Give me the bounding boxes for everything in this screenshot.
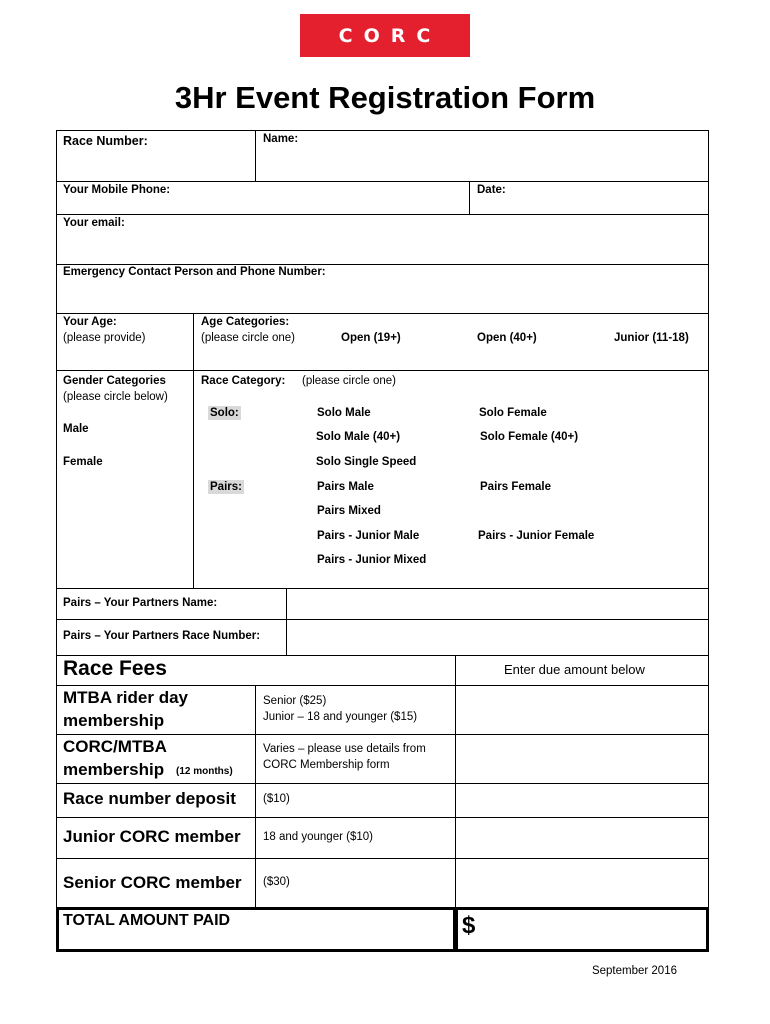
currency-symbol: $ — [462, 912, 476, 939]
fee-row-note: 18 and younger ($10) — [263, 831, 373, 843]
partner-number-input[interactable] — [286, 619, 709, 656]
fee-row-name: Junior CORC member — [63, 827, 241, 846]
fees-heading: Race Fees — [63, 657, 167, 680]
pairs-option-junior-mixed[interactable]: Pairs - Junior Mixed — [317, 554, 427, 566]
pairs-option-junior-male[interactable]: Pairs - Junior Male — [317, 530, 420, 542]
email-field[interactable] — [56, 214, 709, 265]
race-category-box — [193, 370, 709, 589]
total-amount-input[interactable] — [455, 907, 709, 952]
fee-row-note: Senior ($25) — [263, 695, 327, 707]
name-label: Name: — [263, 133, 299, 145]
solo-option-single-speed[interactable]: Solo Single Speed — [316, 456, 417, 468]
gender-sublabel: (please circle below) — [63, 391, 168, 403]
solo-option-female-40[interactable]: Solo Female (40+) — [480, 431, 579, 443]
partner-name-input[interactable] — [286, 588, 709, 620]
solo-option-female[interactable]: Solo Female — [479, 407, 547, 419]
fee-row-name: MTBA rider day — [63, 688, 189, 707]
date-label: Date: — [477, 184, 506, 196]
fee-amount-input[interactable] — [455, 817, 709, 859]
corc-logo: CORC — [300, 14, 470, 57]
fee-row-note: Junior – 18 and younger ($15) — [263, 711, 418, 723]
fee-row-note-cell — [255, 685, 456, 735]
gender-option-male[interactable]: Male — [63, 423, 89, 435]
fee-row-note: Varies – please use details from — [263, 743, 426, 755]
fee-amount-input[interactable] — [455, 734, 709, 784]
pairs-option-male[interactable]: Pairs Male — [317, 481, 374, 493]
emergency-contact-label: Emergency Contact Person and Phone Number: — [63, 266, 326, 278]
solo-label: Solo: — [210, 407, 239, 419]
fee-row-name-small: (12 months) — [176, 766, 233, 777]
race-category-sublabel: (please circle one) — [302, 375, 396, 387]
total-label: TOTAL AMOUNT PAID — [63, 912, 231, 929]
partner-number-label: Pairs – Your Partners Race Number: — [63, 630, 261, 642]
pairs-label: Pairs: — [210, 481, 242, 493]
age-sublabel: (please provide) — [63, 332, 146, 344]
age-label: Your Age: — [63, 316, 117, 328]
pairs-option-female[interactable]: Pairs Female — [480, 481, 551, 493]
fee-amount-input[interactable] — [455, 685, 709, 735]
fee-row-note: ($30) — [263, 876, 290, 888]
name-field[interactable] — [255, 130, 709, 182]
age-categories-label: Age Categories: — [201, 316, 290, 328]
email-label: Your email: — [63, 217, 125, 229]
fee-row-name: CORC/MTBA — [63, 737, 167, 756]
footer-date: September 2016 — [591, 965, 677, 977]
fee-row-name: Race number deposit — [63, 789, 236, 808]
fee-amount-input[interactable] — [455, 858, 709, 908]
age-option-junior[interactable]: Junior (11-18) — [614, 332, 689, 344]
pairs-option-junior-female[interactable]: Pairs - Junior Female — [478, 530, 595, 542]
pairs-option-mixed[interactable]: Pairs Mixed — [317, 505, 381, 517]
page-title: 3Hr Event Registration Form — [174, 80, 596, 115]
solo-option-male[interactable]: Solo Male — [317, 407, 371, 419]
age-option-open-19[interactable]: Open (19+) — [341, 332, 401, 344]
fee-row-name: membership — [63, 711, 165, 730]
gender-label: Gender Categories — [63, 375, 166, 387]
fee-row-name: membership — [63, 760, 165, 779]
fee-row-note: CORC Membership form — [263, 759, 390, 771]
fee-row-note: ($10) — [263, 793, 290, 805]
fee-amount-input[interactable] — [455, 783, 709, 818]
age-categories-sublabel: (please circle one) — [201, 332, 295, 344]
mobile-label: Your Mobile Phone: — [63, 184, 171, 196]
solo-option-male-40[interactable]: Solo Male (40+) — [316, 431, 401, 443]
race-number-label: Race Number: — [63, 134, 148, 148]
race-category-label: Race Category: — [201, 375, 286, 387]
fee-row-name: Senior CORC member — [63, 873, 242, 892]
gender-option-female[interactable]: Female — [63, 456, 103, 468]
age-option-open-40[interactable]: Open (40+) — [477, 332, 537, 344]
partner-name-label: Pairs – Your Partners Name: — [63, 597, 218, 609]
fees-due-note: Enter due amount below — [504, 662, 645, 677]
